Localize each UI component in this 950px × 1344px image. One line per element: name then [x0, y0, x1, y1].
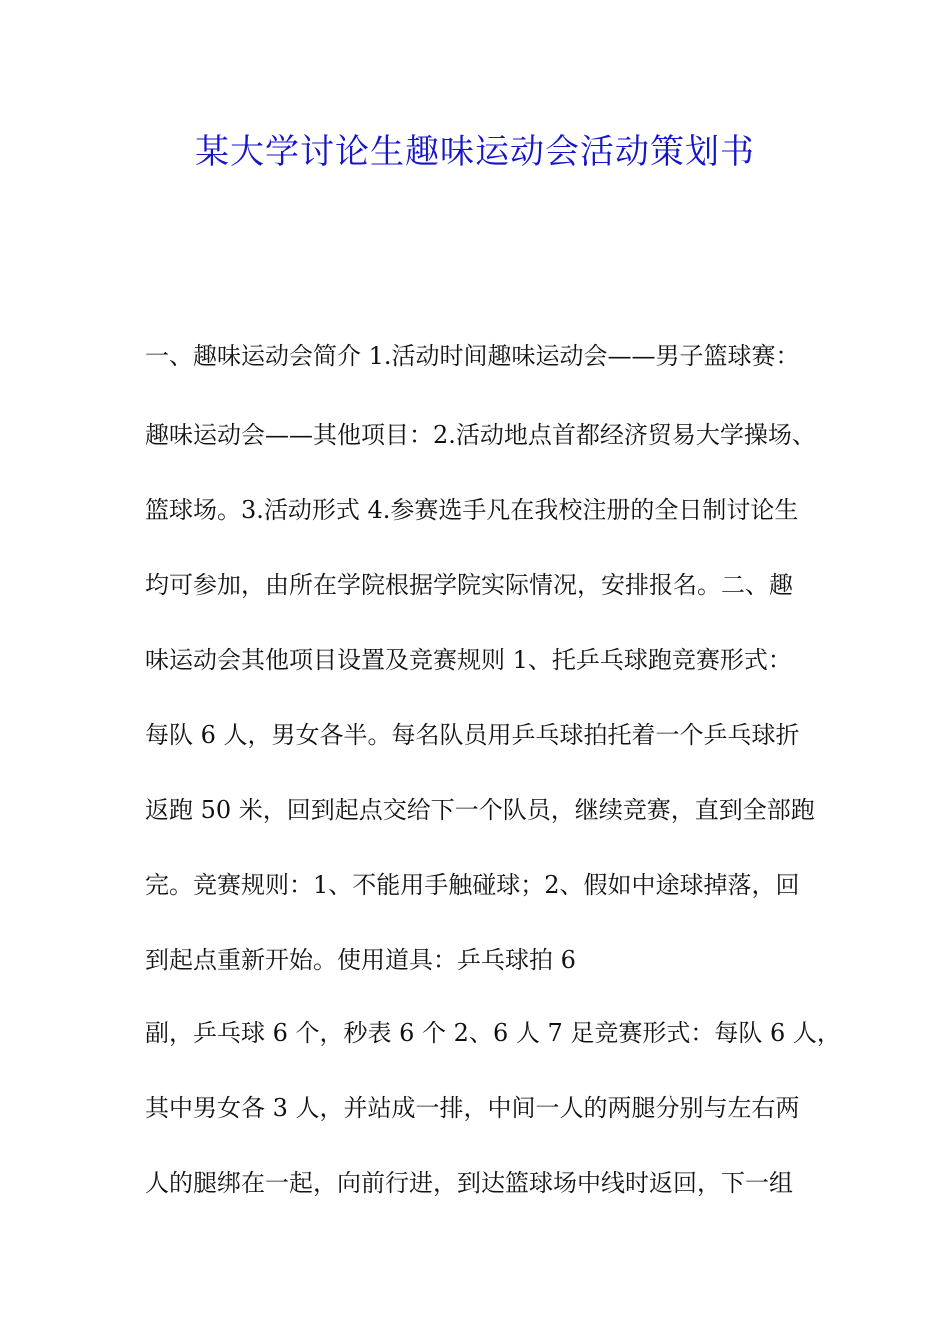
body-text-line: 到起点重新开始。使用道具：乒乓球拍 6 — [145, 946, 576, 974]
body-text-line: 每队 6 人，男女各半。每名队员用乒乓球拍托着一个乒乓球折 — [145, 721, 800, 749]
body-text-line: 其中男女各 3 人，并站成一排，中间一人的两腿分别与左右两 — [145, 1094, 800, 1122]
body-text-line: 趣味运动会——其他项目：2.活动地点首都经济贸易大学操场、 — [145, 421, 816, 449]
body-text-line: 副，乒乓球 6 个，秒表 6 个 2、6 人 7 足竞赛形式：每队 6 人， — [145, 1019, 841, 1047]
body-text-line: 篮球场。3.活动形式 4.参赛选手凡在我校注册的全日制讨论生 — [145, 496, 799, 524]
body-text-line: 人的腿绑在一起，向前行进，到达篮球场中线时返回，下一组 — [145, 1169, 793, 1197]
body-text-line: 一、趣味运动会简介 1.活动时间趣味运动会——男子篮球赛： — [145, 342, 800, 370]
document-title: 某大学讨论生趣味运动会活动策划书 — [195, 132, 755, 172]
body-text-line: 味运动会其他项目设置及竞赛规则 1、托乒乓球跑竞赛形式： — [145, 646, 792, 674]
body-text-line: 完。竞赛规则：1、不能用手触碰球；2、假如中途球掉落，回 — [145, 871, 800, 899]
body-text-line: 均可参加，由所在学院根据学院实际情况，安排报名。二、趣 — [145, 571, 793, 599]
body-text-line: 返跑 50 米，回到起点交给下一个队员，继续竞赛，直到全部跑 — [145, 796, 815, 824]
